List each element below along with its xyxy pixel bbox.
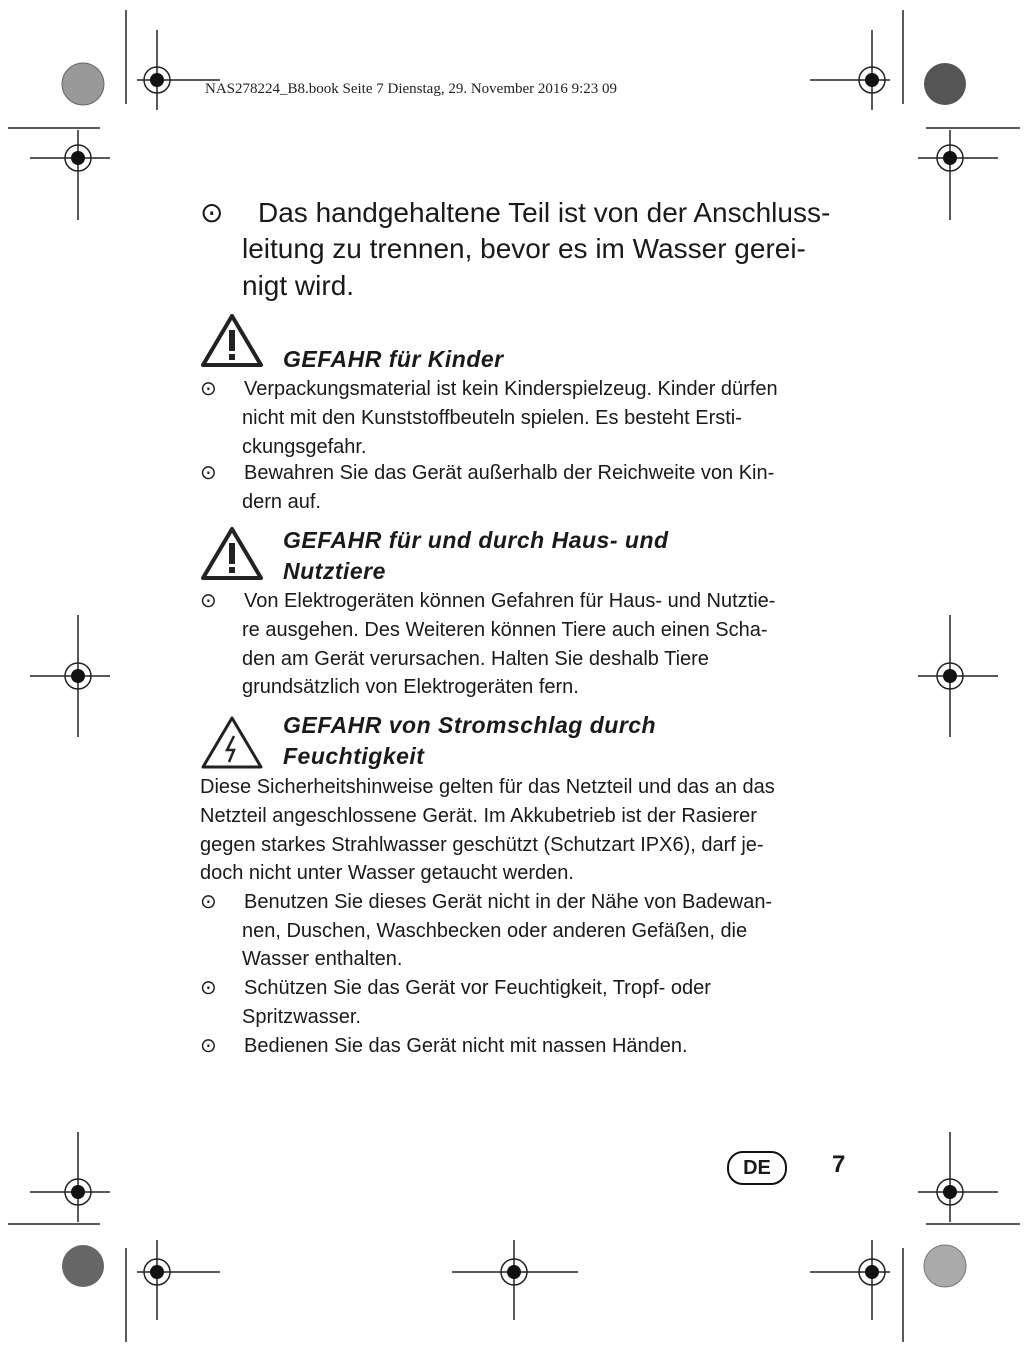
text-line: re ausgehen. Des Weiteren können Tiere auch einen Scha- <box>242 619 768 641</box>
warning-icon <box>200 312 264 368</box>
section-heading: Nutztiere <box>283 558 386 584</box>
intro-line: Das handgehaltene Teil ist von der Anschluss- <box>258 197 831 228</box>
section-heading: GEFAHR für und durch Haus- und <box>283 527 669 553</box>
text-line: Wasser enthalten. <box>242 948 403 970</box>
text-line: Spritzwasser. <box>242 1006 361 1028</box>
text-line: den am Gerät verursachen. Halten Sie deshalb Tiere <box>242 648 709 670</box>
bullet-icon: ⊙ <box>200 462 217 484</box>
language-badge: DE <box>727 1151 787 1185</box>
print-header: NAS278224_B8.book Seite 7 Dienstag, 29. November 2016 9:23 09 <box>205 81 618 97</box>
text-line: gegen starkes Strahlwasser geschützt (Schutzart IPX6), darf je- <box>200 834 764 856</box>
warning-icon <box>200 525 264 581</box>
bullet-icon: ⊙ <box>200 590 217 612</box>
bullet-icon: ⊙ <box>200 977 217 999</box>
bullet-icon: ⊙ <box>200 891 217 913</box>
text-line: Diese Sicherheitshinweise gelten für das Netzteil und das an das <box>200 776 775 798</box>
text-line: Verpackungsmaterial ist kein Kinderspielzeug. Kinder dürfen <box>244 378 778 400</box>
text-line: nen, Duschen, Waschbecken oder anderen Gefäßen, die <box>242 920 748 942</box>
text-line: nicht mit den Kunststoffbeuteln spielen. Es besteht Ersti- <box>242 407 742 429</box>
intro-line: nigt wird. <box>242 270 355 301</box>
section-heading: GEFAHR für Kinder <box>283 346 504 372</box>
intro-line: leitung zu trennen, bevor es im Wasser gerei- <box>242 233 806 264</box>
text-line: doch nicht unter Wasser getaucht werden. <box>200 862 574 884</box>
bullet-icon: ⊙ <box>200 378 217 400</box>
text-line: Schützen Sie das Gerät vor Feuchtigkeit, Tropf- oder <box>244 977 711 999</box>
text-line: Von Elektrogeräten können Gefahren für Haus- und Nutztie- <box>244 590 776 612</box>
text-line: Netzteil angeschlossene Gerät. Im Akkubetrieb ist der Rasierer <box>200 805 757 827</box>
text-line: ckungsgefahr. <box>242 436 367 458</box>
text-line: grundsätzlich von Elektrogeräten fern. <box>242 676 579 698</box>
text-line: Bedienen Sie das Gerät nicht mit nassen Händen. <box>244 1035 688 1057</box>
section-heading: GEFAHR von Stromschlag durch <box>283 712 657 738</box>
text-line: Benutzen Sie dieses Gerät nicht in der Nähe von Badewan- <box>244 891 773 913</box>
page-number: 7 <box>832 1151 846 1178</box>
section-heading: Feuchtigkeit <box>283 743 425 769</box>
text-line: dern auf. <box>242 491 321 513</box>
electric-shock-warning-icon <box>200 714 264 770</box>
bullet-icon: ⊙ <box>200 197 224 228</box>
bullet-icon: ⊙ <box>200 1035 217 1057</box>
text-line: Bewahren Sie das Gerät außerhalb der Reichweite von Kin- <box>244 462 775 484</box>
